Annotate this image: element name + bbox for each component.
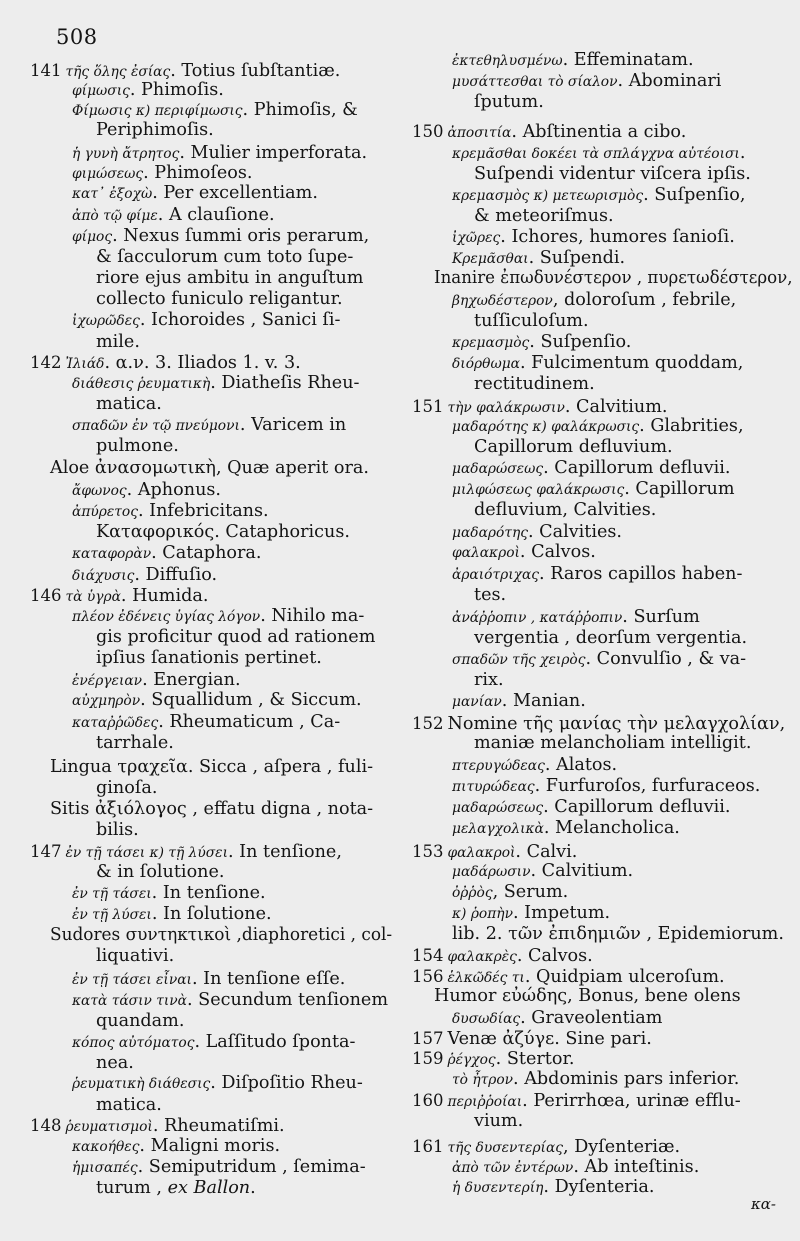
latin-gloss: lib. 2. τῶν ἐπιδημιῶν , Epidemiorum. bbox=[452, 924, 784, 944]
latin-gloss: . Laſſitudo ſponta- bbox=[194, 1032, 356, 1052]
greek-term: ἐνέργειαν bbox=[72, 673, 143, 689]
latin-gloss: . Capillorum defluvii. bbox=[543, 797, 731, 817]
greek-term: μανίαν bbox=[452, 694, 502, 710]
right-entry-line bbox=[452, 1177, 654, 1199]
right-entry-line bbox=[474, 1111, 523, 1132]
note-number: 148 bbox=[30, 1116, 62, 1135]
left-entry-line bbox=[72, 712, 340, 734]
latin-gloss: . Ab inteſtinis. bbox=[573, 1157, 700, 1177]
latin-gloss: Venæ ἀζύγε. Sine pari. bbox=[447, 1029, 652, 1049]
greek-term: ἡμισαπές bbox=[72, 1160, 138, 1176]
left-entry-line bbox=[96, 1053, 134, 1074]
left-entry-line bbox=[50, 757, 373, 778]
right-entry-line bbox=[452, 1157, 699, 1179]
latin-gloss: . Calvi. bbox=[515, 842, 578, 862]
note-number: 154 bbox=[412, 946, 444, 965]
left-entry-line bbox=[96, 120, 214, 141]
latin-gloss: & ſacculorum cum toto ſupe- bbox=[96, 247, 354, 267]
latin-gloss: . Secundum tenſionem bbox=[187, 990, 389, 1010]
latin-gloss: . Rheumaticum , Ca- bbox=[158, 712, 341, 732]
latin-gloss: . Diffuſio. bbox=[134, 565, 218, 585]
greek-term: ἐν τῇ λύσει bbox=[72, 907, 152, 923]
greek-term: ἀραιότριχας bbox=[452, 567, 540, 583]
greek-term: μαδαρώσεως bbox=[452, 461, 544, 477]
latin-gloss: pulmone. bbox=[96, 436, 179, 456]
greek-term: ἰχῶρες bbox=[452, 230, 501, 246]
latin-gloss: . Phimoſis, & bbox=[242, 100, 358, 120]
latin-gloss: ipſius ſanationis pertinet. bbox=[96, 648, 322, 668]
greek-term: ἡ δυσεντερίη bbox=[452, 1180, 544, 1196]
latin-gloss: , Serum. bbox=[492, 882, 569, 902]
greek-term: φίμος bbox=[72, 229, 113, 245]
left-entry-line bbox=[72, 1073, 363, 1095]
left-entry-line bbox=[72, 883, 266, 905]
right-entry-line bbox=[452, 691, 586, 713]
source-citation: ex Ballon bbox=[167, 1178, 251, 1198]
right-entry-line bbox=[412, 713, 785, 735]
left-entry-line bbox=[72, 100, 358, 122]
latin-gloss: . Capillorum bbox=[624, 479, 735, 499]
latin-gloss: nea. bbox=[96, 1053, 134, 1073]
latin-gloss: gis proficitur quod ad rationem bbox=[96, 627, 376, 647]
greek-term: ἰχωρῶδες bbox=[72, 313, 140, 329]
left-entry-line bbox=[72, 501, 269, 523]
greek-term: αὐχμηρὸν bbox=[72, 693, 141, 709]
right-entry-line bbox=[474, 733, 751, 754]
latin-gloss: . Perirrhœa, urinæ efflu- bbox=[522, 1091, 741, 1111]
latin-gloss: Humor εὐώδης, Bonus, bene olens bbox=[434, 986, 741, 1006]
latin-gloss: liquativi. bbox=[96, 946, 175, 966]
latin-gloss: . Squallidum , & Siccum. bbox=[140, 690, 362, 710]
left-entry-line bbox=[96, 946, 174, 967]
note-number: 142 bbox=[30, 353, 62, 372]
note-number: 160 bbox=[412, 1091, 444, 1110]
latin-gloss: . Suſpendi. bbox=[528, 248, 626, 268]
greek-term: κρεμασμὸς κ) μετεωρισμὸς bbox=[452, 188, 644, 204]
greek-term: ἐν τῇ τάσει bbox=[72, 886, 152, 902]
latin-gloss: bilis. bbox=[96, 820, 139, 840]
greek-term: φίμωσις bbox=[72, 83, 130, 99]
greek-term: πλέον ἐδένεις ὑγίας λόγον bbox=[72, 609, 261, 625]
greek-term: ἀποσιτία bbox=[447, 125, 512, 141]
latin-gloss: . Calvitium. bbox=[530, 861, 634, 881]
greek-term: φαλακρὲς bbox=[447, 949, 517, 965]
latin-gloss: Capillorum defluvium. bbox=[474, 437, 673, 457]
note-number: 156 bbox=[412, 967, 444, 986]
right-entry-line bbox=[452, 1069, 739, 1091]
left-entry-line bbox=[72, 373, 359, 395]
left-entry-line bbox=[50, 458, 369, 479]
note-number: 146 bbox=[30, 586, 62, 605]
left-entry-line bbox=[72, 163, 253, 185]
greek-term: κακοήθες bbox=[72, 1139, 140, 1155]
right-entry-line bbox=[412, 945, 593, 968]
left-entry-line bbox=[72, 1157, 366, 1179]
latin-gloss: Καταφορικός. Cataphoricus. bbox=[96, 522, 350, 542]
note-number: 150 bbox=[412, 122, 444, 141]
latin-gloss: ſputum. bbox=[474, 92, 544, 112]
right-entry-line bbox=[452, 227, 735, 249]
left-entry-line bbox=[96, 1011, 184, 1032]
right-entry-line bbox=[452, 542, 596, 564]
greek-term: κόπος αὐτόματος bbox=[72, 1035, 195, 1051]
latin-gloss: . Rheumatiſmi. bbox=[152, 1116, 285, 1136]
left-entry-line bbox=[96, 627, 375, 648]
latin-gloss: Nomine τῆς μανίας τὴν μελαγχολίαν, bbox=[447, 714, 786, 734]
latin-gloss: . Nexus ſummi oris perarum, bbox=[112, 226, 370, 246]
right-entry-line bbox=[452, 861, 633, 883]
latin-gloss: tes. bbox=[474, 585, 507, 605]
greek-term: κατὰ τάσιν τινὰ bbox=[72, 993, 187, 1009]
latin-gloss: . Glabrities, bbox=[639, 416, 744, 436]
latin-gloss: . Convulſio , & va- bbox=[585, 649, 747, 669]
greek-term: ἐν τῇ τάσει εἶναι bbox=[72, 972, 192, 988]
latin-gloss: . Surſum bbox=[622, 607, 700, 627]
greek-term: ἀνάῤῥοπιν , κατάῤῥοπιν bbox=[452, 610, 623, 626]
left-entry-line bbox=[72, 543, 261, 565]
latin-gloss: matica. bbox=[96, 1095, 162, 1115]
latin-gloss: & meteoriſmus. bbox=[474, 206, 614, 226]
latin-gloss: . Humida. bbox=[120, 586, 209, 606]
greek-term: ἐν τῇ τάσει κ) τῇ λύσει bbox=[65, 845, 228, 861]
latin-gloss: . Totius ſubſtantiæ. bbox=[170, 61, 341, 81]
right-entry-line bbox=[474, 311, 589, 332]
left-entry-line bbox=[72, 1136, 280, 1158]
left-entry-line bbox=[96, 522, 350, 543]
latin-gloss: . Mulier imperforata. bbox=[179, 143, 368, 163]
greek-term: μαδαρώσεως bbox=[452, 800, 544, 816]
left-entry-line bbox=[72, 183, 318, 205]
latin-gloss: Suſpendi videntur viſcera ipſis. bbox=[474, 164, 751, 184]
left-entry-line bbox=[30, 352, 301, 375]
left-entry-line bbox=[72, 80, 224, 102]
greek-term: μελαγχολικὰ bbox=[452, 821, 544, 837]
right-entry-line bbox=[452, 185, 745, 207]
latin-gloss: . Maligni moris. bbox=[139, 1136, 281, 1156]
greek-term: σπαδῶν ἐν τῷ πνεύμονι bbox=[72, 418, 240, 434]
note-number: 161 bbox=[412, 1137, 444, 1156]
latin-gloss: . α.ν. 3. Iliados 1. v. 3. bbox=[104, 353, 301, 373]
left-entry-line bbox=[72, 310, 341, 332]
latin-gloss: . Varicem in bbox=[239, 415, 347, 435]
right-entry-line bbox=[452, 882, 568, 904]
right-entry-line bbox=[452, 755, 617, 777]
right-entry-line bbox=[452, 818, 680, 840]
left-entry-line bbox=[96, 733, 174, 754]
right-entry-line bbox=[412, 1048, 575, 1071]
latin-gloss: collecto funiculo religantur. bbox=[96, 289, 343, 309]
latin-gloss: . In tenſione eſſe. bbox=[191, 969, 346, 989]
greek-term: ἀπὸ τῷ φίμε bbox=[72, 208, 158, 224]
latin-gloss: . In tenſione, bbox=[228, 842, 342, 862]
greek-term: τὸ ἦτρον bbox=[452, 1072, 514, 1088]
latin-gloss: . Furfuroſos, furfuraceos. bbox=[534, 776, 761, 796]
latin-gloss: maniæ melancholiam intelligit. bbox=[474, 733, 752, 753]
greek-term: πιτυρώδεας bbox=[452, 779, 535, 795]
greek-term: μιλφώσεως φαλάκρωσις bbox=[452, 482, 625, 498]
left-entry-line bbox=[72, 690, 362, 712]
latin-gloss: Aloe ἀνασομωτικὴ, Quæ aperit ora. bbox=[50, 458, 369, 478]
left-entry-line bbox=[72, 480, 221, 502]
left-entry-line bbox=[96, 394, 162, 415]
greek-term: διάχυσις bbox=[72, 568, 135, 584]
latin-gloss: . Calvos. bbox=[519, 542, 596, 562]
latin-gloss: Inanire ἐπωδυνέστερον , πυρετωδέστερον, bbox=[434, 268, 793, 288]
right-entry-line bbox=[452, 50, 694, 72]
greek-term: κρεμασμὸς bbox=[452, 335, 530, 351]
right-entry-line bbox=[452, 797, 731, 819]
right-entry-line bbox=[452, 903, 610, 925]
left-entry-line bbox=[72, 904, 272, 926]
right-entry-line bbox=[452, 564, 742, 586]
latin-gloss: . Raros capillos haben- bbox=[539, 564, 743, 584]
latin-gloss: . bbox=[739, 143, 746, 163]
latin-gloss: & in ſolutione. bbox=[96, 862, 225, 882]
note-number: 141 bbox=[30, 61, 62, 80]
right-entry-line bbox=[474, 500, 656, 521]
latin-gloss: . Abdominis pars inferior. bbox=[513, 1069, 740, 1089]
latin-gloss: vergentia , deorſum vergentia. bbox=[474, 628, 748, 648]
latin-gloss: . Aphonus. bbox=[126, 480, 222, 500]
latin-gloss: riore ejus ambitu in anguſtum bbox=[96, 268, 364, 288]
latin-gloss: . Diſpoſitio Rheu- bbox=[210, 1073, 363, 1093]
latin-gloss: rix. bbox=[474, 670, 504, 690]
greek-term: διάθεσις ῥευματικὴ bbox=[72, 376, 211, 392]
right-entry-line bbox=[452, 1008, 662, 1030]
latin-gloss: defluvium, Calvities. bbox=[474, 500, 657, 520]
greek-term: Ἰλιάδ bbox=[65, 356, 105, 372]
greek-term: ἐκτεθηλυσμένω bbox=[452, 53, 563, 69]
latin-gloss: . A clauſione. bbox=[157, 205, 275, 225]
greek-term: Φίμωσις κ) περιφίμωσις bbox=[72, 103, 243, 119]
latin-gloss: Lingua τραχεῖα. Sicca , aſpera , fuli- bbox=[50, 757, 374, 777]
greek-term: φαλακροὶ bbox=[447, 845, 516, 861]
left-entry-line bbox=[96, 778, 157, 799]
latin-gloss: . Impetum. bbox=[512, 903, 611, 923]
right-entry-line bbox=[474, 164, 751, 185]
right-entry-line bbox=[412, 1136, 680, 1159]
greek-term: κρεμᾶσθαι δοκέει τὰ σπλάγχνα αὐτέοισι bbox=[452, 146, 740, 162]
greek-term: σπαδῶν τῆς χειρὸς bbox=[452, 652, 586, 668]
right-entry-line bbox=[474, 437, 673, 458]
note-number: 157 bbox=[412, 1029, 444, 1048]
greek-term: περιῤῥοίαι bbox=[447, 1094, 523, 1110]
latin-gloss: Periphimoſis. bbox=[96, 120, 214, 140]
greek-term: ὀῤῥὸς bbox=[452, 885, 493, 901]
latin-gloss: . Per excellentiam. bbox=[152, 183, 318, 203]
catchword: κα- bbox=[750, 1195, 776, 1213]
right-entry-line bbox=[474, 585, 506, 606]
left-entry-line bbox=[72, 990, 388, 1012]
greek-term: μαδάρωσιν bbox=[452, 864, 531, 880]
left-entry-line bbox=[30, 841, 342, 864]
note-number: 152 bbox=[412, 714, 444, 733]
greek-term: τῆς ὅλης ἐσίας bbox=[65, 64, 171, 80]
latin-gloss: . Melancholica. bbox=[543, 818, 680, 838]
greek-term: ἑλκῶδές τι bbox=[447, 970, 525, 986]
note-number: 151 bbox=[412, 397, 444, 416]
greek-term: διόρθωμα bbox=[452, 356, 520, 372]
latin-gloss: . Phimoſeos. bbox=[143, 163, 253, 183]
right-entry-line bbox=[452, 143, 745, 165]
greek-term: καταφορὰν bbox=[72, 546, 152, 562]
left-entry-line bbox=[50, 925, 392, 946]
latin-gloss: . Semiputridum , ſemima- bbox=[137, 1157, 366, 1177]
latin-gloss: . Dyſenteria. bbox=[543, 1177, 655, 1197]
greek-term: τὰ ὑγρὰ bbox=[65, 589, 121, 605]
right-entry-line bbox=[452, 776, 760, 798]
right-entry-line bbox=[452, 479, 735, 501]
greek-term: φιμώσεως bbox=[72, 166, 144, 182]
latin-gloss: , doloroſum , febrile, bbox=[552, 290, 737, 310]
greek-term: ἀπύρετος bbox=[72, 504, 138, 520]
latin-gloss: tarrhale. bbox=[96, 733, 174, 753]
latin-gloss: . In ſolutione. bbox=[151, 904, 272, 924]
latin-gloss: . Suſpenſio. bbox=[529, 332, 632, 352]
left-entry-line bbox=[96, 862, 225, 883]
left-entry-line bbox=[72, 565, 217, 587]
latin-gloss: , Dyſenteriæ. bbox=[563, 1137, 681, 1157]
right-entry-line bbox=[474, 206, 614, 227]
left-entry-line bbox=[72, 606, 364, 628]
latin-gloss: . Quidpiam ulceroſum. bbox=[524, 967, 725, 987]
right-entry-line bbox=[452, 649, 746, 671]
latin-gloss: . Cataphora. bbox=[151, 543, 262, 563]
greek-term: Κρεμᾶσθαι bbox=[452, 251, 529, 267]
greek-term: ἀπὸ τῶν ἐντέρων bbox=[452, 1160, 574, 1176]
right-entry-line bbox=[452, 353, 743, 375]
right-entry-line bbox=[474, 374, 595, 395]
latin-gloss: . Abſtinentia a cibo. bbox=[511, 122, 687, 142]
latin-gloss: . Abominari bbox=[617, 71, 722, 91]
greek-term: βηχωδέστερον bbox=[452, 293, 553, 309]
left-entry-line bbox=[96, 289, 343, 310]
latin-gloss: . Ichores, humores ſanioſi. bbox=[500, 227, 735, 247]
greek-term: μυσάττεσθαι τὸ σίαλον bbox=[452, 74, 618, 90]
greek-term: κ) ῥοπὴν bbox=[452, 906, 513, 922]
latin-gloss: matica. bbox=[96, 394, 162, 414]
left-entry-line bbox=[72, 415, 346, 437]
greek-term: ἡ γυνὴ ἄτρητος bbox=[72, 146, 180, 162]
greek-term: τὴν φαλάκρωσιν bbox=[447, 400, 565, 416]
latin-gloss: Sitis ἀξιόλογος , effatu digna , nota- bbox=[50, 799, 374, 819]
latin-gloss: . Suſpenſio, bbox=[643, 185, 746, 205]
latin-gloss: . Ichoroides , Sanici ſi- bbox=[139, 310, 341, 330]
left-entry-line bbox=[72, 670, 241, 692]
greek-term: ἄφωνος bbox=[72, 483, 127, 499]
left-entry-line bbox=[50, 799, 373, 820]
right-entry-line bbox=[452, 332, 631, 354]
greek-term: καταῤῥῶδες bbox=[72, 715, 159, 731]
left-entry-line bbox=[30, 585, 208, 608]
left-entry-line bbox=[72, 1032, 356, 1054]
right-entry-line bbox=[434, 268, 793, 289]
greek-term: κατ᾽ ἐξοχὼ bbox=[72, 186, 153, 202]
latin-gloss: . Infebricitans. bbox=[137, 501, 269, 521]
latin-gloss: . Effeminatam. bbox=[562, 50, 694, 70]
greek-term: πτερυγώδεας bbox=[452, 758, 545, 774]
latin-gloss: . Diatheſis Rheu- bbox=[210, 373, 360, 393]
latin-gloss: rectitudinem. bbox=[474, 374, 595, 394]
latin-gloss: . Fulcimentum quoddam, bbox=[519, 353, 744, 373]
left-entry-line bbox=[96, 648, 322, 669]
right-entry-line bbox=[434, 986, 741, 1007]
left-entry-line bbox=[72, 205, 275, 227]
left-entry-line bbox=[96, 820, 139, 841]
left-entry-line bbox=[96, 332, 140, 353]
right-entry-line bbox=[452, 248, 625, 270]
latin-gloss: ginoſa. bbox=[96, 778, 158, 798]
note-number: 159 bbox=[412, 1049, 444, 1068]
right-entry-line bbox=[412, 1028, 652, 1050]
note-number: 147 bbox=[30, 842, 62, 861]
greek-term: φαλακροὶ bbox=[452, 545, 520, 561]
right-entry-line bbox=[412, 1090, 741, 1113]
latin-gloss: . Calvos. bbox=[516, 946, 593, 966]
right-entry-line bbox=[452, 71, 721, 93]
greek-term: ῥέγχος bbox=[447, 1052, 496, 1068]
note-number: 153 bbox=[412, 842, 444, 861]
latin-gloss: . In tenſione. bbox=[151, 883, 266, 903]
page-number: 508 bbox=[56, 25, 98, 49]
latin-gloss: mile. bbox=[96, 332, 140, 352]
left-entry-line bbox=[30, 1115, 285, 1138]
latin-gloss: tuſſiculoſum. bbox=[474, 311, 589, 331]
left-entry-line bbox=[72, 143, 367, 165]
greek-term: ῥευματικὴ διάθεσις bbox=[72, 1076, 211, 1092]
left-entry-line bbox=[96, 436, 179, 457]
latin-gloss: quandam. bbox=[96, 1011, 185, 1031]
latin-gloss: . Phimoſis. bbox=[129, 80, 224, 100]
left-entry-line bbox=[96, 1178, 256, 1199]
left-entry-line bbox=[96, 1095, 162, 1116]
right-entry-line bbox=[474, 670, 504, 691]
latin-gloss: Sudores συντηκτικοὶ ,diaphoretici , col- bbox=[50, 925, 393, 945]
right-entry-line bbox=[474, 628, 747, 649]
right-entry-line bbox=[452, 924, 784, 945]
right-entry-line bbox=[412, 121, 686, 144]
right-entry-line bbox=[474, 92, 544, 113]
latin-gloss: . Alatos. bbox=[544, 755, 618, 775]
greek-term: μαδαρότης κ) φαλάκρωσις bbox=[452, 419, 640, 435]
left-entry-line bbox=[96, 268, 363, 289]
latin-gloss: . Manian. bbox=[501, 691, 586, 711]
left-entry-line bbox=[72, 969, 345, 991]
greek-term: ῥευματισμοὶ bbox=[65, 1119, 153, 1135]
latin-gloss: . Graveolentiam bbox=[520, 1008, 663, 1028]
latin-gloss: turum , ex Ballon. bbox=[96, 1178, 256, 1198]
greek-term: τῆς δυσεντερίας bbox=[447, 1140, 564, 1156]
greek-term: δυσωδίας bbox=[452, 1011, 521, 1027]
right-entry-line bbox=[452, 416, 744, 438]
greek-term: μαδαρότης bbox=[452, 525, 528, 541]
right-entry-line bbox=[452, 458, 731, 480]
latin-gloss: . Stertor. bbox=[495, 1049, 575, 1069]
right-entry-line bbox=[452, 522, 622, 544]
latin-gloss: . Calvities. bbox=[527, 522, 623, 542]
latin-gloss: . Capillorum defluvii. bbox=[543, 458, 731, 478]
latin-gloss: . Energian. bbox=[142, 670, 241, 690]
right-entry-line bbox=[452, 290, 736, 312]
latin-gloss: . Nihilo ma- bbox=[260, 606, 365, 626]
left-entry-line bbox=[96, 247, 353, 268]
right-entry-line bbox=[452, 607, 700, 629]
latin-gloss: vium. bbox=[474, 1111, 524, 1131]
left-entry-line bbox=[72, 226, 369, 248]
latin-gloss: . Calvitium. bbox=[564, 397, 668, 417]
